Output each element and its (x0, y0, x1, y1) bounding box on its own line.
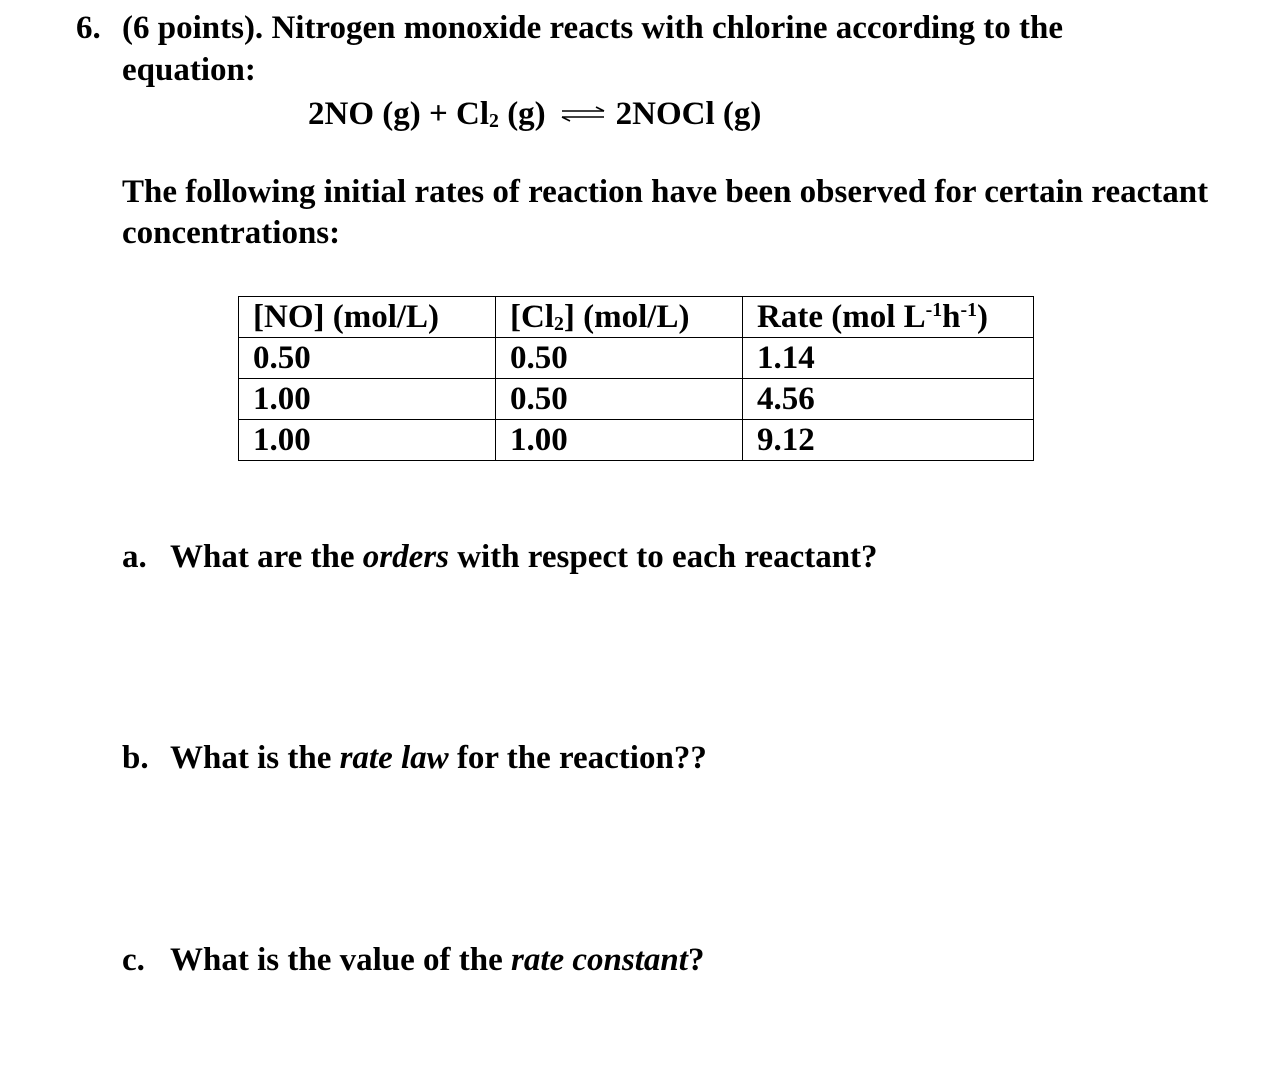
cell-rate: 4.56 (743, 379, 1034, 420)
cell-no: 1.00 (239, 420, 496, 461)
equilibrium-arrow-icon (560, 106, 606, 122)
table-row (239, 338, 1034, 379)
cell-cl2: 0.50 (496, 338, 743, 379)
table-row (239, 379, 1034, 420)
part-b-label: b. (122, 740, 149, 776)
equation-cl-state: (g) (498, 96, 546, 132)
part-b-question: b. What is the rate law for the reaction?? (122, 740, 707, 776)
header-no-concentration: [NO] (mol/L) (239, 297, 496, 338)
question-points: (6 points). (122, 10, 264, 46)
part-c-emphasis: rate constant (511, 942, 688, 978)
part-c-label: c. (122, 942, 145, 978)
question-intro-line1: Nitrogen monoxide reacts with chlorine according to the (271, 10, 1064, 46)
part-a-emphasis: orders (362, 539, 449, 575)
equation-reactants: 2NO (g) + Cl (308, 96, 490, 132)
rate-data-table (238, 296, 1034, 461)
chemical-equation (308, 94, 761, 134)
question-heading (76, 8, 1063, 48)
part-a-question: a. What are the orders with respect to each reactant? (122, 539, 878, 575)
cell-no: 1.00 (239, 379, 496, 420)
equation-product: 2NOCl (g) (615, 96, 762, 132)
table-intro-text: The following initial rates of reaction have been observed for certain reactant concentrations: (122, 174, 1209, 251)
question-intro-line2: equation: (122, 52, 256, 88)
part-a-label: a. (122, 539, 147, 575)
cell-rate: 9.12 (743, 420, 1034, 461)
table-row (239, 420, 1034, 461)
part-c-question: c. What is the value of the rate constant? (122, 942, 705, 978)
cell-cl2: 0.50 (496, 379, 743, 420)
cell-no: 0.50 (239, 338, 496, 379)
header-cl2-concentration: $[Cl_2]$ (mol/L) (496, 297, 743, 338)
cell-cl2: 1.00 (496, 420, 743, 461)
equation-cl-subscript: 2 (489, 109, 499, 132)
header-rate: Rate (mol $L^{-1}h^{-1}$) (743, 297, 1034, 338)
question-number: 6. (76, 10, 101, 46)
table-header-row (239, 297, 1034, 338)
cell-rate: 1.14 (743, 338, 1034, 379)
part-b-emphasis: rate law (339, 740, 449, 776)
